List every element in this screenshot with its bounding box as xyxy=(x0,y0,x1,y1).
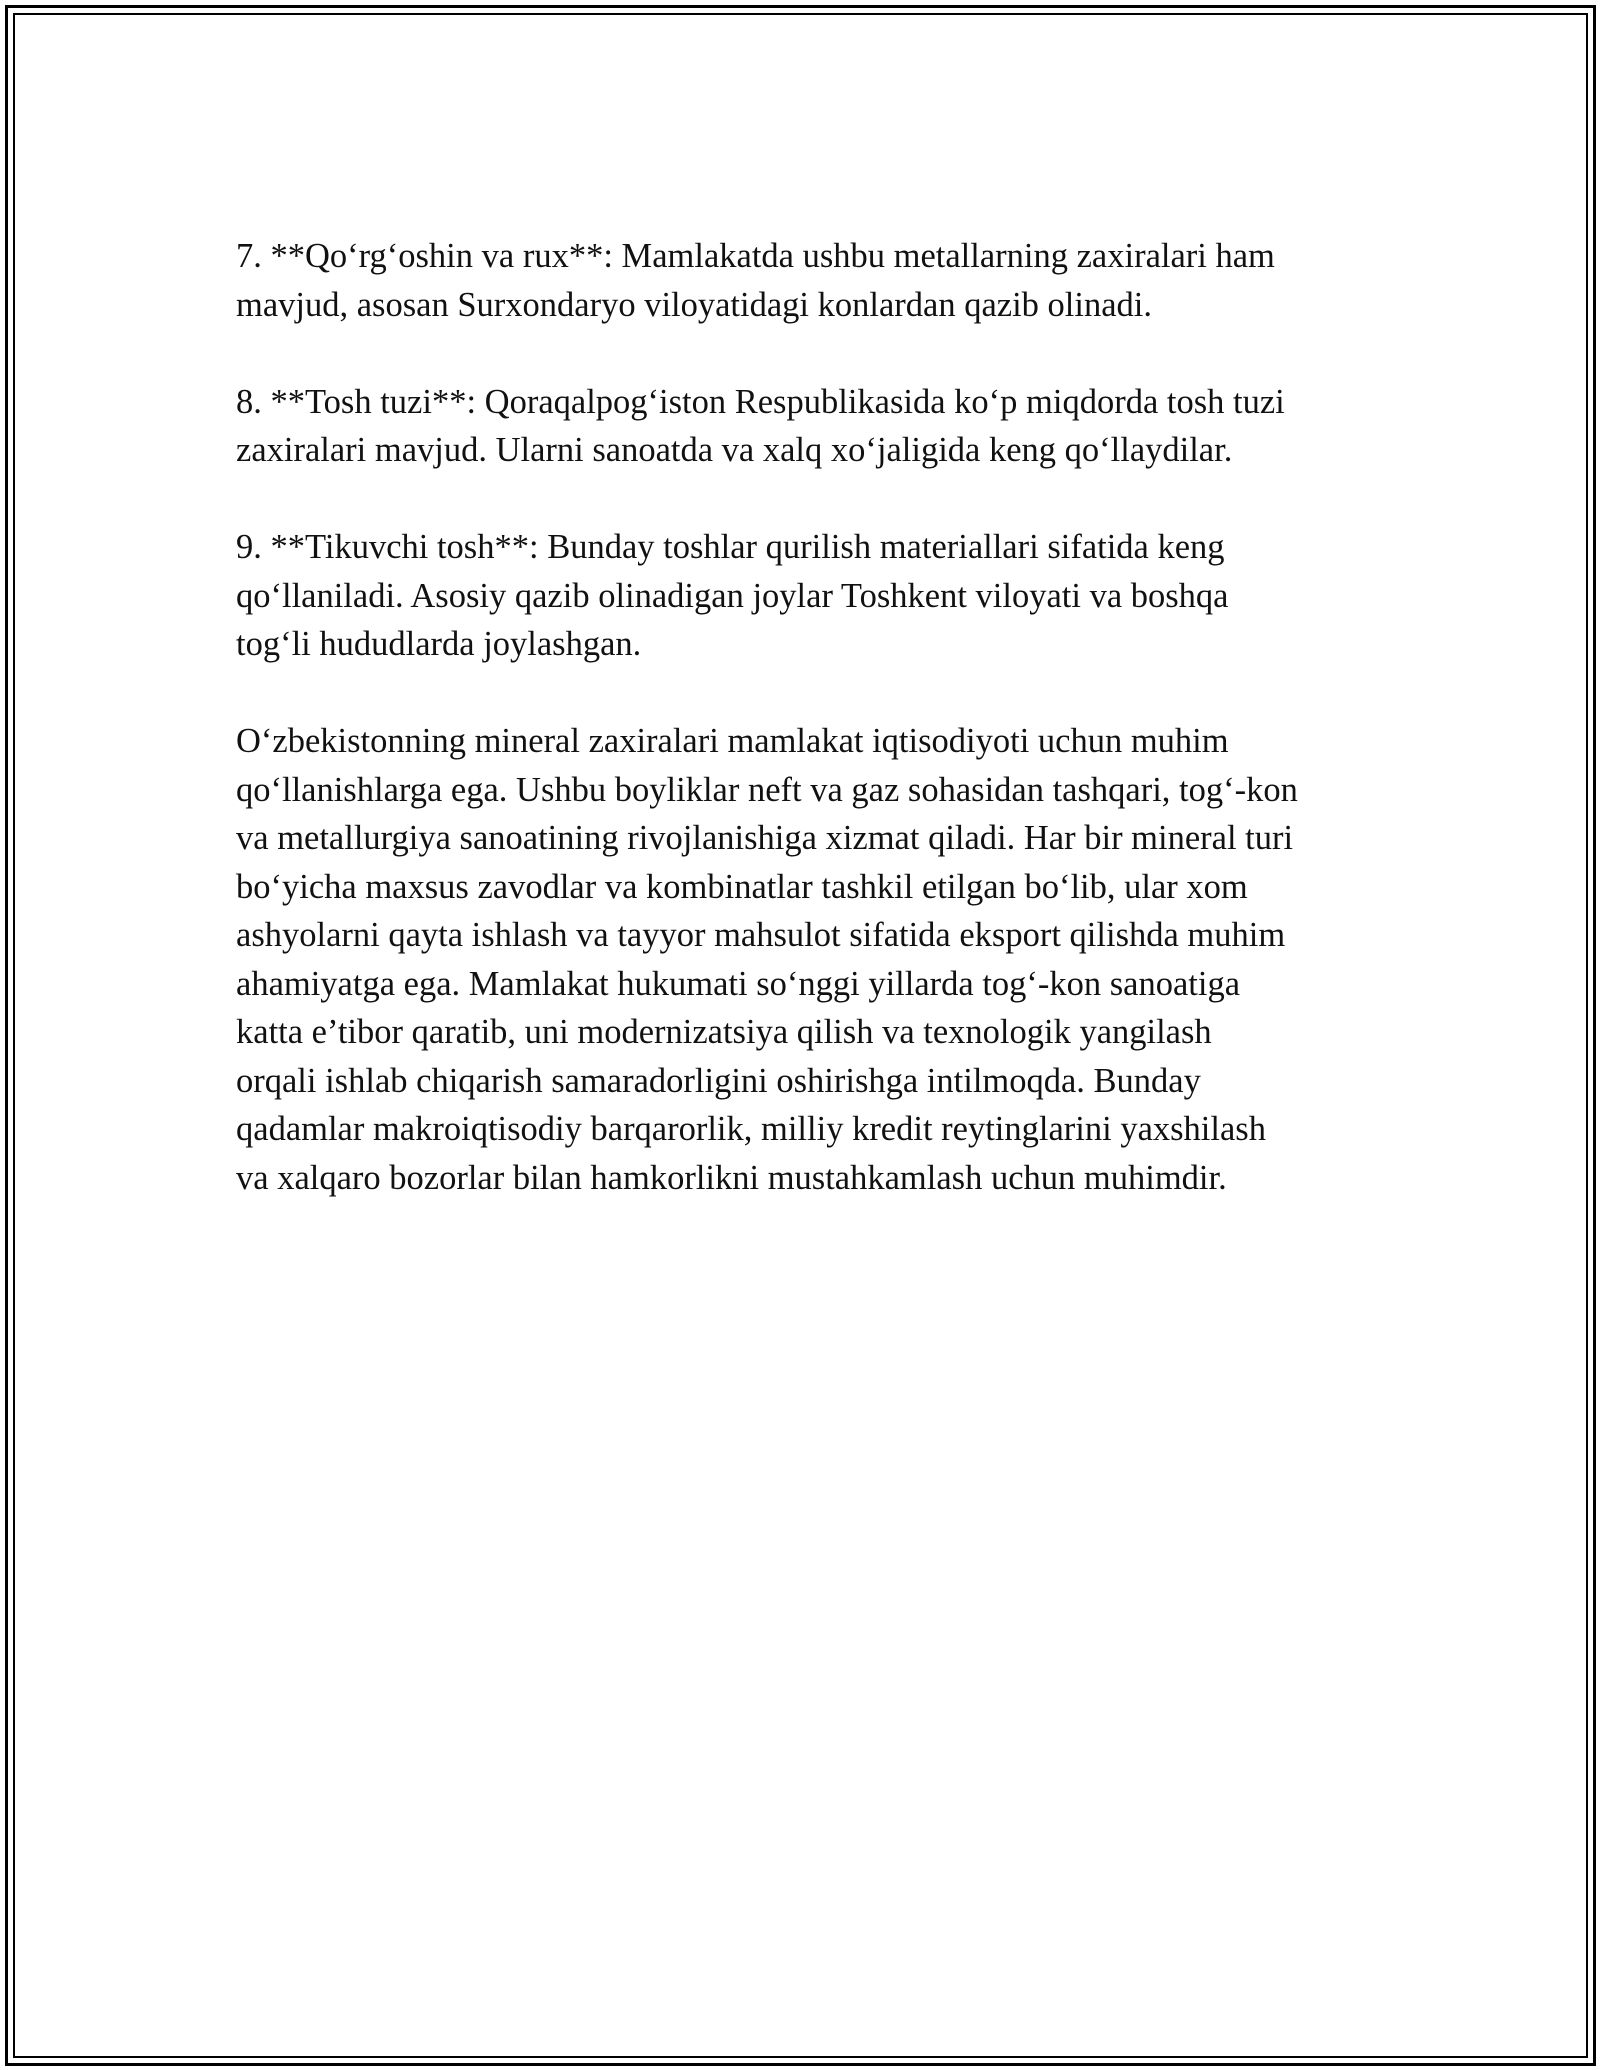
line: bo‘yicha maxsus zavodlar va kombinatlar tashkil etilgan bo‘lib, ular xom xyxy=(236,867,1248,906)
line: va xalqaro bozorlar bilan hamkorlikni mustahkamlash uchun muhimdir. xyxy=(236,1158,1227,1197)
line: katta e’tibor qaratib, uni modernizatsiya qilish va texnologik yangilash xyxy=(236,1013,1212,1051)
document-body xyxy=(236,232,1376,1251)
list-item-8 xyxy=(236,378,1376,475)
line: ahamiyatga ega. Mamlakat hukumati so‘nggi yillarda tog‘-kon sanoatiga xyxy=(236,964,1241,1003)
line: ashyolarni qayta ishlash va tayyor mahsulot sifatida eksport qilishda muhim xyxy=(236,916,1286,954)
line: 9. **Tikuvchi tosh**: Bunday toshlar qurilish materiallari sifatida keng xyxy=(236,528,1225,566)
line: qo‘llanishlarga ega. Ushbu boyliklar neft va gaz sohasidan tashqari, tog‘-kon xyxy=(236,770,1298,809)
line: 7. **Qo‘rg‘oshin va rux**: Mamlakatda ushbu metallarning zaxiralari ham xyxy=(236,237,1275,275)
conclusion-paragraph xyxy=(236,717,1376,1202)
line: va metallurgiya sanoatining rivojlanishiga xizmat qiladi. Har bir mineral turi xyxy=(236,819,1294,857)
line: qo‘llaniladi. Asosiy qazib olinadigan joylar Toshkent viloyati va boshqa xyxy=(236,576,1229,615)
line: qadamlar makroiqtisodiy barqarorlik, milliy kredit reytinglarini yaxshilash xyxy=(236,1110,1266,1148)
list-item-9 xyxy=(236,523,1376,669)
line: tog‘li hududlarda joylashgan. xyxy=(236,625,642,663)
line: O‘zbekistonning mineral zaxiralari mamlakat iqtisodiyoti uchun muhim xyxy=(236,722,1229,760)
line: zaxiralari mavjud. Ularni sanoatda va xalq xo‘jaligida keng qo‘llaydilar. xyxy=(236,431,1233,469)
line: 8. **Tosh tuzi**: Qoraqalpog‘iston Respublikasida ko‘p miqdorda tosh tuzi xyxy=(236,382,1285,421)
line: mavjud, asosan Surxondaryo viloyatidagi konlardan qazib olinadi. xyxy=(236,285,1152,324)
list-item-7 xyxy=(236,232,1376,329)
line: orqali ishlab chiqarish samaradorligini oshirishga intilmoqda. Bunday xyxy=(236,1061,1201,1100)
